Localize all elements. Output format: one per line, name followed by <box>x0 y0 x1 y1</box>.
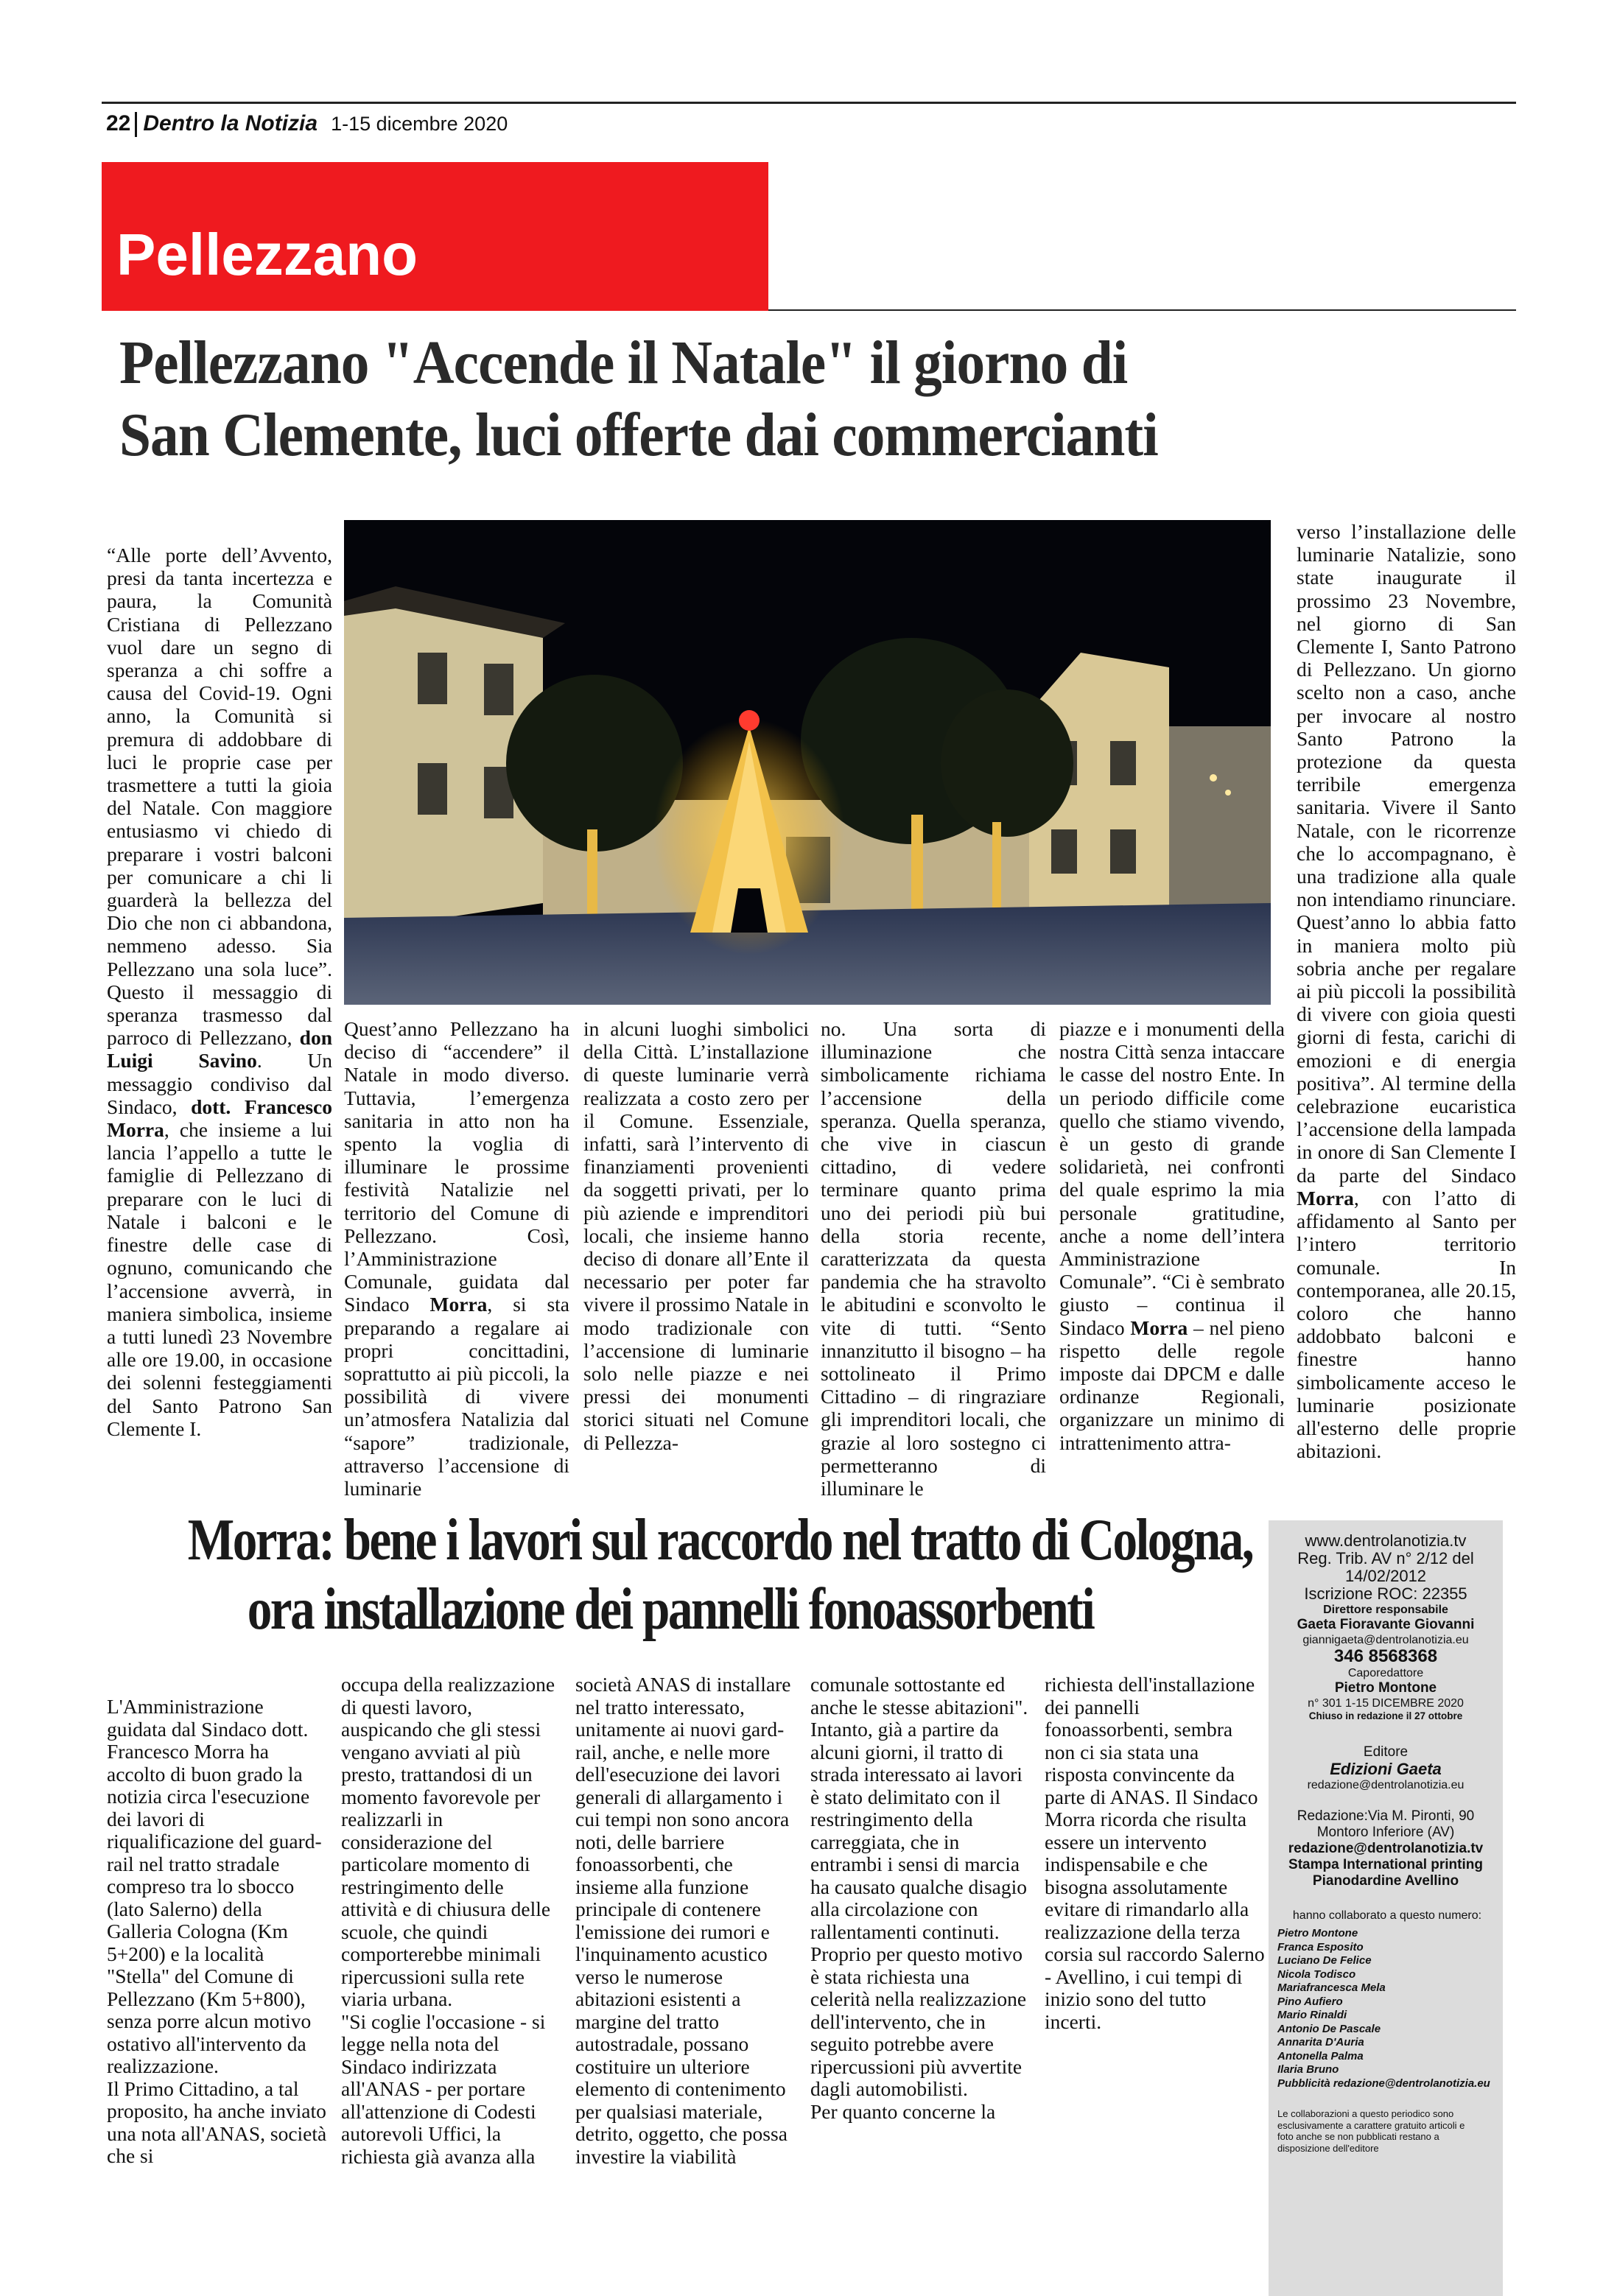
article1-col2-text: Quest’anno Pellezzano ha deciso di “accendere” il Natale in modo diverso. Tuttavia, l’emergenza sanitaria in atto non ha spento la voglia di illuminare le prossime festività Natalizie nel territorio del Comune di Pellezzano. Così, l’Amministrazione Comunale, guidata dal Sindaco <box>344 1017 569 1316</box>
collaborator: Mario Rinaldi <box>1277 2009 1347 2021</box>
christmas-square-photo <box>344 520 1271 1005</box>
advertising-contact: Pubblicità redazione@dentrolanotizia.eu <box>1277 2076 1490 2090</box>
article2-col2: occupa della realizzazione di questi lavoro, auspicando che gli stessi vengano avviati al più presto, trattandosi di un momento favorevole per realizzarli in considerazione del particolare momento di restringimento delle attività e di chiusura delle scuole, che quindi comporterebbe minimali ripercussioni sulla rete viaria urbana. "Si coglie l'occasione - si legge nella nota del Sindaco indirizzata all'ANAS - per portare all'attenzione di Codesti autorevoli Uffici, la richiesta già avanza alla <box>341 1673 555 2168</box>
article1-col2-end: , si sta preparando a regalare ai propri concittadini, soprattutto ai più piccoli, la possibilità di vivere un’atmosfera Natalizia dal “sapore” tradizionale, attraverso l’accensione di luminarie <box>344 1293 570 1500</box>
editor-chief-label: Caporedattore <box>1347 1667 1424 1679</box>
spacer <box>1269 1722 1503 1744</box>
collaborator: Pietro Montone <box>1277 1927 1358 1939</box>
article1-col3-text: in alcuni luoghi simbolici della Città. L’installazione di queste luminarie verrà realizzata a costo zero per il Comune. Essenziale, infatti, sarà l’intervento di finanziamenti provenienti da soggetti privati, per lo più aziende e imprenditori locali, che insieme hanno deciso di donare all’Ente il necessario per poter far vivere il prossimo Natale in modo tradizionale con l’accensione di luminarie solo nelle piazze e nei pressi dei monumenti storici situati nel Comune di Pellezza- <box>583 1017 809 1454</box>
issue-number: n° 301 1-15 DICEMBRE 2020 <box>1308 1697 1464 1710</box>
photo-illustration <box>344 520 1271 1005</box>
article1-col1-mid: . Un messaggio condiviso dal Sindaco, <box>107 1049 332 1118</box>
folio-separator <box>135 112 137 137</box>
issue-date: 1-15 dicembre 2020 <box>331 113 508 135</box>
article1-col3 <box>583 1017 809 1454</box>
article1-col6-text: verso l’installazione delle luminarie Natalizie, sono state inaugurate il prossimo 23 Novembre, nel giorno di San Clemente I, Santo Patrono di Pellezzano. Un giorno scelto non a caso, anche per invocare al nostro Santo Patrono la protezione da questa terribile emergenza sanitaria. Vivere il Santo Natale, con le ricorrenze che lo accompagnano, è una tradizione alla quale non intendiamo rinunciare. Quest’anno lo abbia fatto in maniera molto più sobria anche per regalare ai più piccoli la possibilità di vivere con gioia questi giorni di festa, carichi di emozioni e di energia positiva”. Al termine della celebrazione eucaristica l’accensione della lampada in onore di San Clemente I da parte del Sindaco <box>1297 520 1516 1187</box>
header-rule <box>102 102 1516 104</box>
closing-date: Chiuso in redazione il 27 ottobre <box>1308 1710 1463 1721</box>
collaborator: Mariafrancesca Mela <box>1277 1981 1386 1994</box>
collaborator: Pino Aufiero <box>1277 1995 1343 2008</box>
redazione-email: redazione@dentrolanotizia.tv <box>1288 1841 1484 1856</box>
article2-col1: L'Amministrazione guidata dal Sindaco dott. Francesco Morra ha accolto di buon grado la notizia circa l'esecuzione dei lavori di riqualificazione del guard-rail nel tratto stradale compreso tra lo sbocco (lato Salerno) della Galleria Cologna (Km 5+200) e la località "Stella" del Comune di Pellezzano (Km 5+800), senza porre alcun motivo ostativo all'intervento da realizzazione. Il Primo Cittadino, a tal proposito, ha anche inviato una nota all'ANAS, società che si <box>107 1695 327 2167</box>
article2-headline-line1: Morra: bene i lavori sul raccordo nel tratto di Cologna, <box>187 1508 1253 1573</box>
article1-col4 <box>821 1017 1046 1500</box>
article1-headline-line1: Pellezzano "Accende il Natale" il giorno di <box>119 329 1128 397</box>
article1-col5 <box>1059 1017 1285 1454</box>
publisher-name: Edizioni Gaeta <box>1330 1760 1442 1778</box>
spacer <box>1269 1792 1503 1808</box>
masthead-name: Dentro la Notizia <box>143 111 318 136</box>
roc-registration: Iscrizione ROC: 22355 <box>1304 1584 1467 1603</box>
collab-note-line4: disposizione dell'editore <box>1277 2142 1379 2154</box>
collaborators-label: hanno collaborato a questo numero: <box>1292 1909 1482 1922</box>
article2-headline-line2: ora installazione dei pannelli fonoassorbenti <box>247 1577 1094 1642</box>
collab-note-line1: Le collaborazioni a questo periodico sono <box>1277 2108 1454 2119</box>
article2-col3: società ANAS di installare nel tratto interessato, unitamente ai nuovi gard-rail, anche, e nelle more dell'esecuzione dei lavori generali di allargamento i cui tempi non sono ancora noti, delle barriere fonoassorbenti, che insieme alla funzione principale di contenere l'emissione dei rumori e l'inquinamento acustico verso le numerose abitazioni esistenti a margine del tratto autostradale, possano costituire un ulteriore elemento di contenimento per qualsiasi materiale, detrito, oggetto, che possa investire la viabilità <box>575 1673 791 2168</box>
page-number: 22 <box>106 111 131 136</box>
collaborator: Antonio De Pascale <box>1277 2022 1381 2035</box>
registration-line1: Reg. Trib. AV n° 2/12 del <box>1297 1549 1474 1567</box>
article1-col1 <box>107 544 332 1440</box>
collaborator: Annarita D'Auria <box>1277 2036 1364 2049</box>
publisher-email: redazione@dentrolanotizia.eu <box>1307 1779 1465 1791</box>
collaborator: Antonella Palma <box>1277 2049 1364 2062</box>
address-line2: Montoro Inferiore (AV) <box>1316 1825 1455 1840</box>
spacer <box>1269 1889 1503 1909</box>
article1-col1-text: “Alle porte dell’Avvento, presi da tanta incertezza e paura, la Comunità Cristiana di Pellezzano vuol dare un segno di speranza a chi soffre a causa del Covid-19. Ogni anno, la Comunità si premura di addobbare di luci le proprie case per trasmettere a tutti la gioia del Natale. Con maggiore entusiasmo vi chiedo di preparare i vostri balconi per comunicare a chi li guarderà la bellezza del Dio che non ci abbandona, nemmeno adesso. Sia Pellezzano una sola luce”. Questo il messaggio di speranza trasmesso dal parroco di Pellezzano, <box>107 544 332 1050</box>
article1-col5-end: – nel pieno rispetto delle regole imposte dai DPCM e dalle ordinanze Regionali, organizzare un minimo di intrattenimento attra- <box>1059 1316 1285 1454</box>
publisher-label: Editore <box>1363 1744 1409 1760</box>
collab-note-line2: esclusivamente a carattere gratuito articoli e <box>1277 2119 1465 2131</box>
section-label: Pellezzano <box>116 222 418 287</box>
article1-col2-name: Morra <box>429 1293 488 1316</box>
address-line1: Redazione:Via M. Pironti, 90 <box>1297 1808 1475 1824</box>
website: www.dentrolanotizia.tv <box>1305 1531 1467 1550</box>
collab-note-line3: foto anche se non pubblicati restano a <box>1277 2131 1439 2142</box>
article1-col5-name: Morra <box>1130 1316 1188 1339</box>
article1-col6-end: , con l’atto di affidamento al Santo per l’intero territorio comunale. In contemporanea, alle 20.15, coloro che hanno addobbato balconi e finestre hanno simbolicamente acceso le luminarie posizionate all'esterno delle proprie abitazioni. <box>1297 1186 1516 1463</box>
article1-col4-text: no. Una sorta di illuminazione che simbolicamente richiama l’accensione della speranza. Quella speranza, che vive in ciascun cittadino, di vedere terminare quanto prima uno dei periodi più bui della storia recente, caratterizzata da questa pandemia che ha stravolto le abitudini e sconvolto le vite di tutti. “Sento innanzitutto il bisogno – ha sottolineato il Primo Cittadino – di ringraziare gli imprenditori locali, che grazie al loro sostegno ci permetteranno di illuminare le <box>821 1017 1046 1500</box>
article1-col1-end: , che insieme a lui lancia l’appello a tutte le famiglie di Pellezzano di preparare con le luci di Natale i balconi e le finestre delle case di ognuno, comunicando che l’accensione avverrà, in maniera simbolica, insieme a tutti lunedì 23 Novembre alle ore 19.00, in occasione dei solenni festeggiamenti del Santo Patrono San Clemente I. <box>107 1118 332 1440</box>
article1-col6-name: Morra <box>1297 1186 1354 1210</box>
collaborator: Ilaria Bruno <box>1277 2063 1339 2076</box>
article1-col6 <box>1297 520 1516 1462</box>
registration-line2: 14/02/2012 <box>1344 1567 1427 1585</box>
section-rule <box>768 309 1516 311</box>
article1-col2 <box>344 1017 569 1500</box>
article1-col5-text: piazze e i monumenti della nostra Città senza intaccare le casse del nostro Ente. In un periodo difficile come quello che stiamo vivendo, è un gesto di grande solidarietà, nei confronti del quale esprimo la mia personale gratitudine, anche a nome dell’intera Amministrazione Comunale”. “Ci è sembrato giusto – continua il Sindaco <box>1059 1017 1285 1339</box>
article1-name-savino: don Luigi Savino <box>107 1026 332 1072</box>
article1-name-morra: dott. Francesco Morra <box>107 1095 332 1142</box>
printer-line1: Stampa International printing <box>1288 1857 1483 1872</box>
editor-chief-name: Pietro Montone <box>1334 1680 1437 1696</box>
collaborator: Franca Esposito <box>1277 1940 1364 1953</box>
printer-line2: Pianodardine Avellino <box>1312 1873 1459 1889</box>
section-band <box>102 162 768 311</box>
collaborator: Luciano De Felice <box>1277 1954 1372 1967</box>
director-email: giannigaeta@dentrolanotizia.eu <box>1302 1634 1469 1646</box>
article1-headline <box>119 327 1380 471</box>
article2-col5: richiesta dell'installazione dei pannelli fonoassorbenti, sembra non ci sia stata una risposta convincente da parte di ANAS. Il Sindaco Morra ricorda che risulta essere un intervento indispensabile e che bisogna assolutamente evitare di rimandarlo alla realizzazione della terza corsia sul raccordo Salerno - Avellino, i cui tempi di inizio sono del tutto incerti. <box>1045 1673 1265 2033</box>
masthead-box <box>1269 1520 1503 2296</box>
spacer <box>1269 2090 1503 2108</box>
phone-number: 346 8568368 <box>1333 1646 1438 1666</box>
collaborator: Nicola Todisco <box>1277 1967 1356 1981</box>
article1-headline-line2: San Clemente, luci offerte dai commercianti <box>119 401 1158 469</box>
article2-headline <box>96 1506 1253 1644</box>
article2-col4: comunale sottostante ed anche le stesse abitazioni". Intanto, già a partire da alcuni giorni, il tratto di strada interessato ai lavori è stato delimitato con il restringimento della carreggiata, che in entrambi i sensi di marcia ha causato qualche disagio alla circolazione con rallentamenti continuti. Proprio per questo motivo è stata richiesta una celerità nella realizzazione dell'intervento, che in seguito potrebbe avere ripercussioni più avvertite dagli automobilisti. Per quanto concerne la <box>810 1673 1028 2123</box>
director-label: Direttore responsabile <box>1323 1604 1448 1616</box>
folio <box>106 109 508 138</box>
director-name: Gaeta Fioravante Giovanni <box>1297 1617 1475 1632</box>
